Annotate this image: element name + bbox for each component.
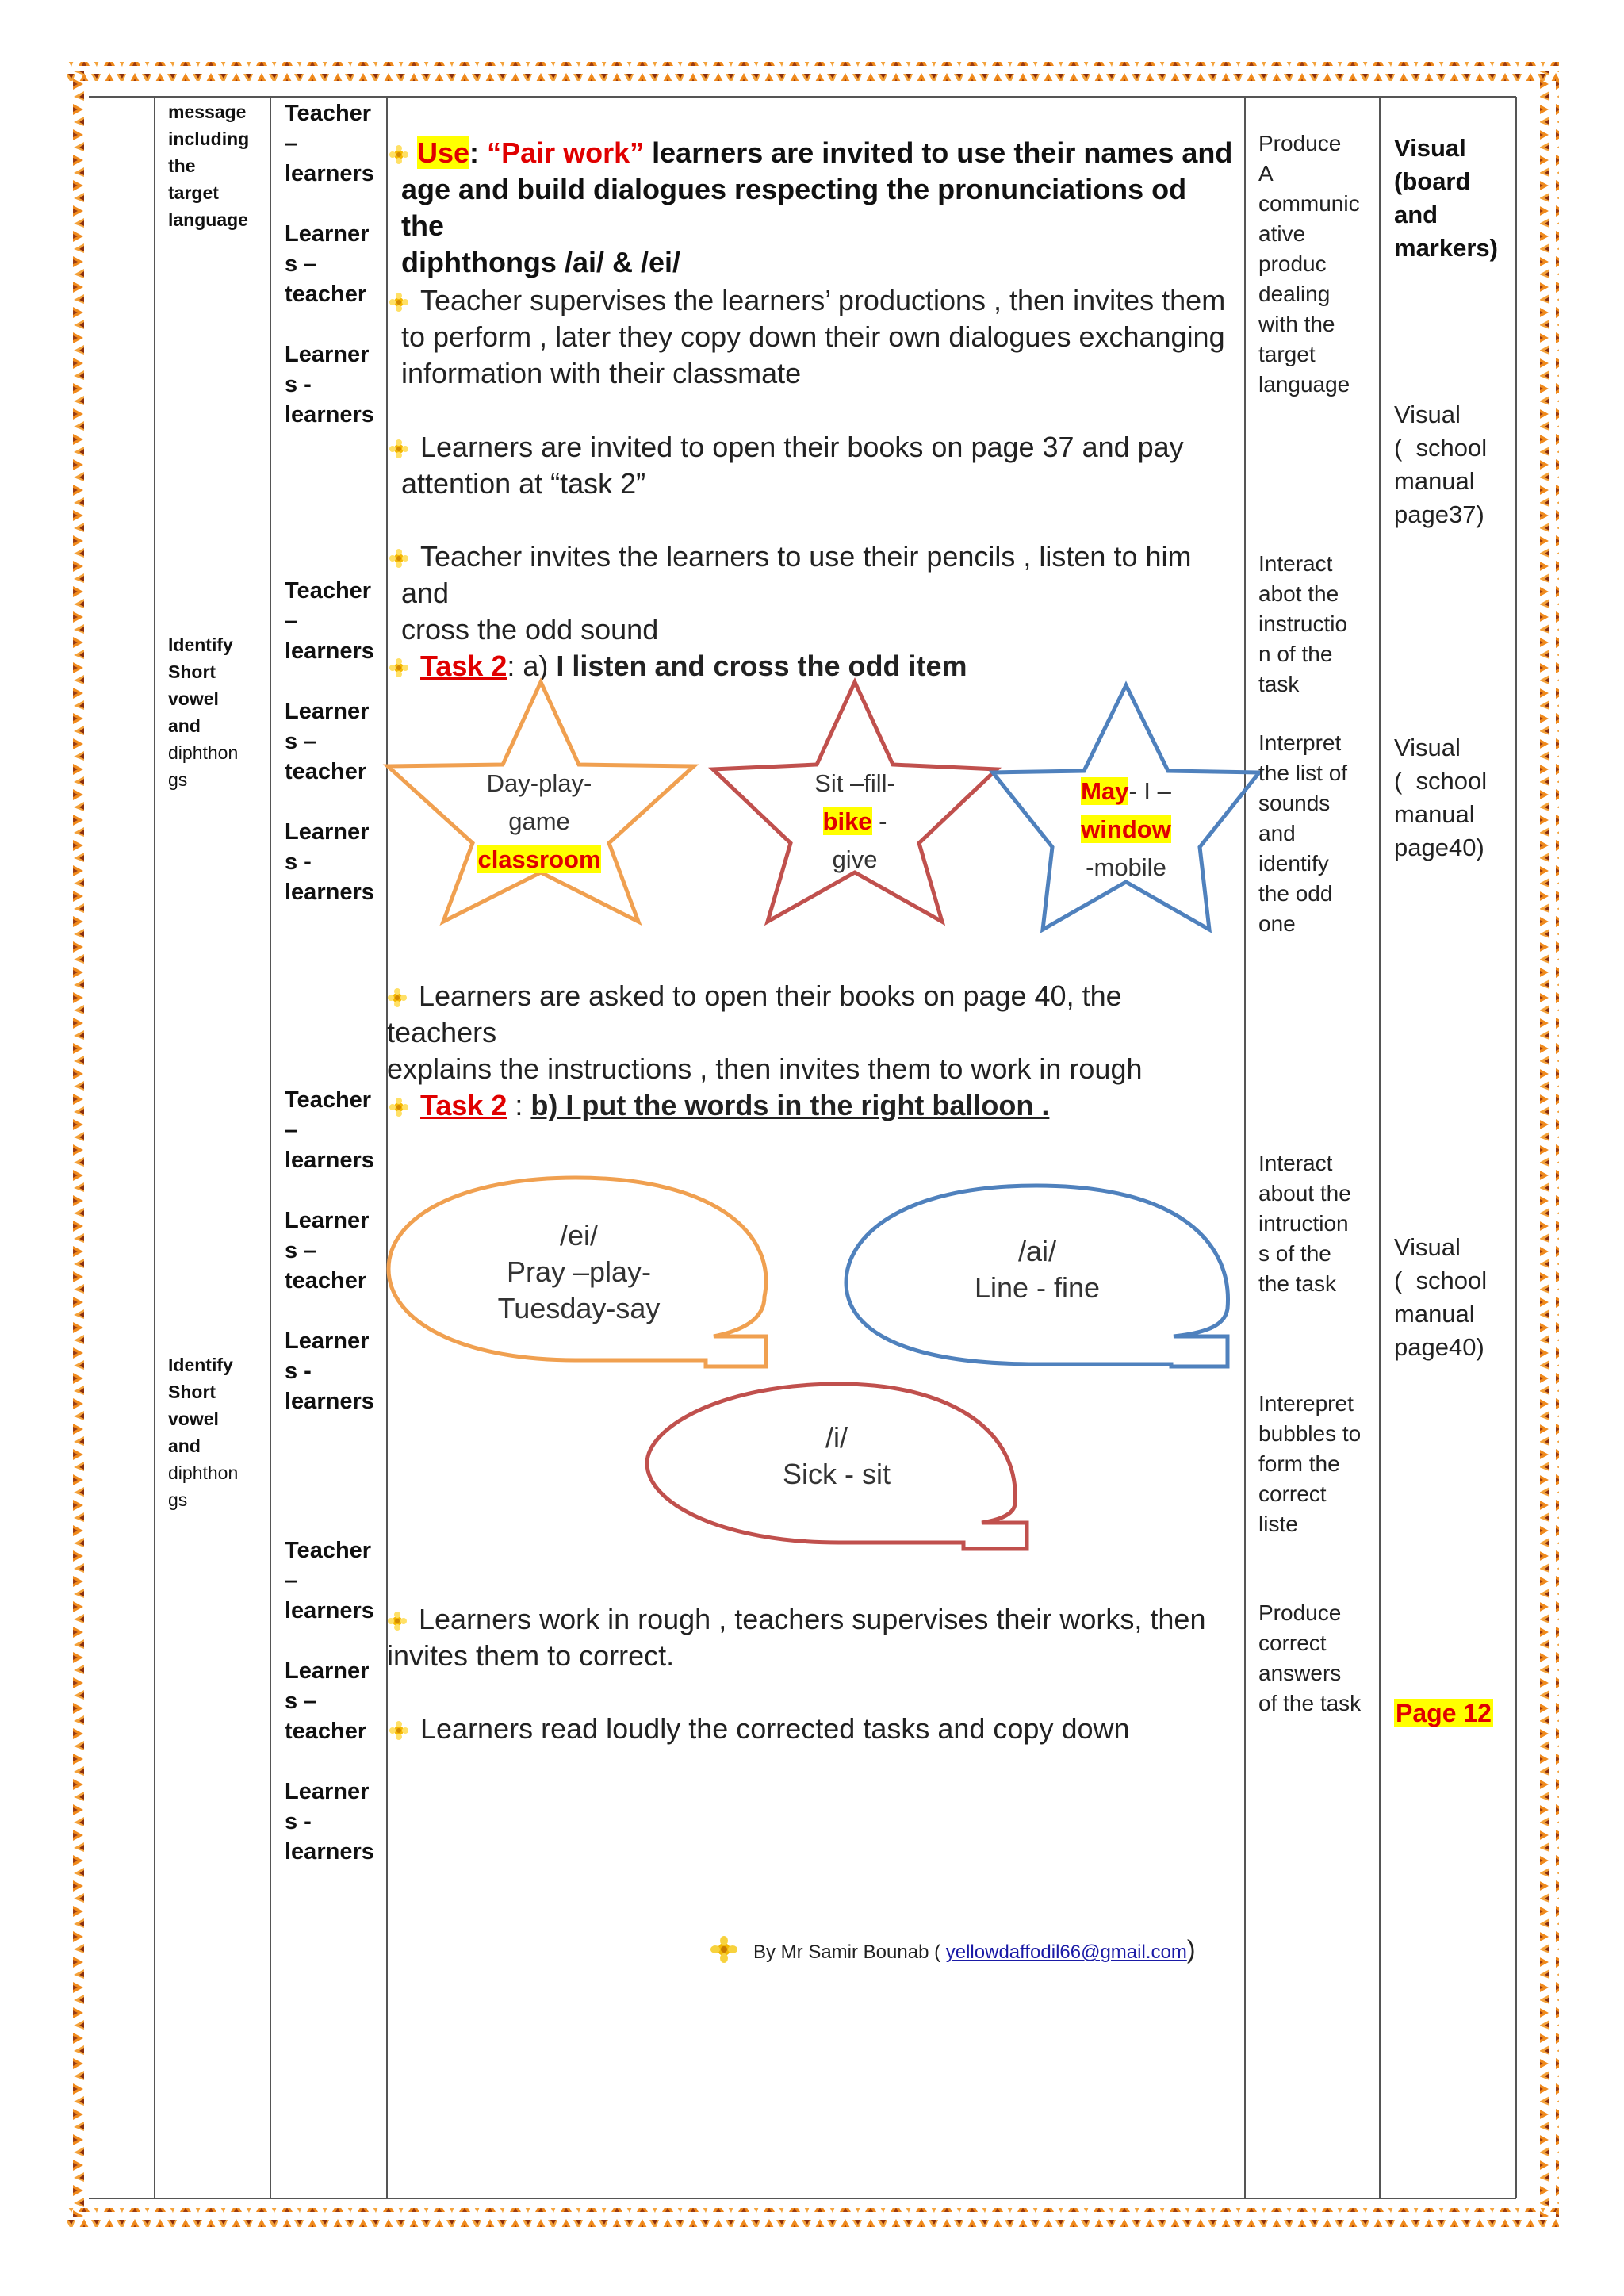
material-2 [1394,398,1487,531]
procedure-line: cross the odd sound [401,613,659,646]
outcome-text: answers [1258,1661,1342,1685]
interaction-text: s – [285,251,317,277]
objective-text: diphthon [168,1462,239,1483]
interaction-text: learners [285,880,374,905]
flower-bullet-icon [389,1097,409,1117]
interaction-text: learners [285,1839,374,1865]
procedure-step-3 [401,429,1234,502]
material-text: Visual [1394,1233,1461,1261]
objective-1 [168,98,249,233]
outcome-text: abot the [1258,581,1339,606]
use-label: Use [417,136,470,169]
procedure-step-2 [401,282,1234,392]
interaction-text: learners [285,402,374,427]
material-text: ( school [1394,1267,1488,1294]
outcome-text: about the [1258,1181,1351,1205]
interaction-text: learners [285,1598,374,1623]
star-word: - I – [1128,777,1171,805]
material-text: manual [1394,1300,1475,1328]
procedure-text: : [469,136,480,169]
interaction-text: s - [285,1359,312,1384]
procedure-text: Learners are invited to open their books on page 37 and pay [420,431,1184,463]
procedure-text: : [507,1089,531,1121]
outcome-text: dealing [1258,282,1331,306]
flower-bullet-icon [387,1611,408,1631]
star-word: Sit –fill- [814,769,895,797]
outcome-2 [1258,549,1347,700]
interaction-text: teacher [285,1719,367,1744]
task-label: Task 2 [420,650,508,682]
procedure-text: Learners read loudly the corrected tasks and copy down [420,1712,1130,1745]
procedure-step-9 [401,1711,1234,1747]
interaction-text: s - [285,849,312,875]
objective-text: message [168,102,247,122]
procedure-step-4 [401,539,1234,648]
outcome-text: correct [1258,1481,1327,1506]
objective-text: target [168,182,219,203]
pair-work-label: “Pair work” [487,136,645,169]
objective-text: gs [168,1489,188,1510]
outcome-text: task [1258,672,1300,696]
objective-text: gs [168,769,188,790]
procedure-line: invites them to correct. [387,1639,675,1672]
interaction-text: Teacher [285,1538,372,1563]
outcome-text: intruction [1258,1211,1349,1236]
outcome-5 [1258,1389,1361,1539]
flower-bullet-icon [389,1720,409,1741]
outcome-text: with the [1258,312,1335,336]
interaction-text: Teacher [285,101,372,126]
procedure-line [401,429,1234,466]
interaction-text: Learner [285,221,370,247]
objective-text: and [168,1435,201,1456]
objective-text: Identify [168,634,233,655]
interaction-group [285,98,374,430]
interaction-text: Learner [285,1328,370,1354]
procedure-text: : a) [507,650,557,682]
procedure-step-8 [387,1601,1235,1674]
interaction-text: teacher [285,759,367,784]
task-label: Task 2 [420,1089,508,1121]
outcome-text: instructio [1258,611,1348,636]
balloon-ei-text [460,1217,698,1327]
procedure-text: Learners work in rough , teachers supervises their works, then [419,1603,1206,1635]
balloon-sound: /ei/ [559,1219,599,1251]
odd-word-highlight: classroom [477,845,601,873]
outcome-text: language [1258,372,1350,397]
star-word: Day-play- [486,769,592,797]
daffodil-icon [710,1936,737,1963]
outcome-6 [1258,1598,1361,1719]
interaction-text: – [285,608,298,634]
objective-text: Short [168,661,216,682]
material-text: page40) [1394,834,1484,861]
balloon-words: Line - fine [974,1271,1101,1304]
objective-text: vowel [168,1409,219,1429]
interaction-text: s – [285,1688,317,1714]
outcome-text: correct [1258,1631,1327,1655]
material-text: Visual [1394,401,1461,428]
outcome-text: one [1258,911,1296,936]
outcome-text: Produce [1258,131,1342,155]
objective-text: including [168,128,250,149]
interaction-text: Learner [285,342,370,367]
procedure-line [401,282,1234,319]
procedure-line: explains the instructions , then invites them to work in rough [387,1052,1143,1085]
outcome-text: form the [1258,1451,1340,1476]
odd-word-highlight: window [1081,815,1171,843]
procedure-text: Teacher invites the learners to use their pencils , listen to him and [401,540,1192,609]
outcome-text: A [1258,161,1274,186]
interaction-text: Teacher [285,578,372,604]
interaction-text: Teacher [285,1087,372,1113]
procedure-text: Learners are asked to open their books on page 40, the teachers [387,979,1122,1048]
interaction-group [285,1535,374,1867]
outcome-text: sounds [1258,791,1331,815]
outcome-text: Interact [1258,551,1333,576]
objective-text: diphthon [168,742,239,763]
star-word: game [508,807,570,835]
interaction-text: Learner [285,699,370,724]
odd-word-highlight: May [1081,777,1129,805]
flower-bullet-icon [389,548,409,569]
outcome-text: s of the [1258,1241,1331,1266]
material-text: ( school [1394,767,1488,795]
outcome-text: of the task [1258,1691,1362,1715]
balloon-i-text [718,1420,956,1493]
balloon-sound: /i/ [825,1421,848,1454]
objective-text: Short [168,1382,216,1402]
objective-text: Identify [168,1355,233,1375]
balloon-sound: /ai/ [1017,1235,1057,1267]
material-text: page37) [1394,500,1484,528]
outcome-text: n of the [1258,642,1333,666]
page-number-label: Page 12 [1396,1699,1492,1727]
procedure-line [401,1711,1234,1747]
procedure-step-7 [401,1087,1234,1124]
page-number [1394,1699,1493,1728]
author-email-link[interactable]: yellowdaffodil66@gmail.com [945,1941,1187,1963]
material-text: page40) [1394,1333,1484,1361]
interaction-text: s - [285,372,312,397]
outcome-text: Interepret [1258,1391,1354,1416]
procedure-line: information with their classmate [401,357,802,389]
interaction-text: Learner [285,1208,370,1233]
star-2-text [760,765,950,879]
material-text: manual [1394,467,1475,495]
interaction-text: teacher [285,282,367,307]
interaction-text: s – [285,1238,317,1263]
material-3 [1394,731,1487,864]
outcome-text: Produce [1258,1600,1342,1625]
star-3-text [1031,772,1221,887]
outcome-3 [1258,728,1347,939]
outcome-text: ative [1258,221,1306,246]
objective-3 [168,1351,238,1513]
interaction-text: – [285,131,298,156]
flower-bullet-icon [389,439,409,459]
material-text: manual [1394,800,1475,828]
outcome-text: the list of [1258,761,1348,785]
interaction-text: Learner [285,1658,370,1684]
procedure-text: Teacher supervises the learners’ productions , then invites them [420,284,1226,316]
star-1-text [444,765,634,879]
outcome-text: Interpret [1258,730,1342,755]
star-word: - [871,807,887,835]
balloon-words: Tuesday-say [497,1292,661,1324]
interaction-text: learners [285,161,374,186]
material-text: (board [1394,167,1471,195]
material-text: markers) [1394,234,1498,262]
procedure-line: diphthongs /ai/ & /ei/ [401,246,681,278]
objective-text: vowel [168,688,219,709]
interaction-group [285,576,374,907]
interaction-group [285,1085,374,1416]
author-footer [710,1935,1195,1964]
interaction-text: – [285,1568,298,1593]
procedure-line [401,539,1234,611]
interaction-text: learners [285,1389,374,1414]
procedure-line [401,135,1234,171]
task-instruction: b) I put the words in the right balloon . [530,1089,1050,1121]
interaction-text: learners [285,638,374,664]
outcome-1 [1258,128,1360,400]
material-text: and [1394,201,1438,228]
task-instruction: I listen and cross the odd item [556,650,967,682]
outcome-text: identify [1258,851,1329,876]
material-text: Visual [1394,734,1461,761]
interaction-text: – [285,1117,298,1143]
star-word: give [832,845,878,873]
outcome-text: Interact [1258,1151,1333,1175]
flower-bullet-icon [389,144,409,165]
objective-2 [168,631,238,793]
material-4 [1394,1231,1487,1364]
procedure-line [401,1087,1234,1124]
procedure-line [387,1601,1235,1638]
material-text: ( school [1394,434,1488,462]
flower-bullet-icon [387,987,408,1008]
outcome-text: liste [1258,1512,1298,1536]
material-1 [1394,132,1498,265]
outcome-text: target [1258,342,1316,366]
balloon-words: Sick - sit [782,1458,891,1490]
interaction-text: s - [285,1809,312,1834]
footer-text: ) [1186,1935,1196,1964]
outcome-4 [1258,1148,1351,1299]
procedure-line: to perform , later they copy down their own dialogues exchanging [401,320,1225,353]
material-text: Visual [1394,134,1466,162]
flower-bullet-icon [389,292,409,312]
procedure-step-1 [401,135,1234,281]
objective-text: the [168,155,196,176]
outcome-text: the task [1258,1271,1337,1296]
outcome-text: and [1258,821,1296,845]
outcome-text: communic [1258,191,1360,216]
outcome-text: bubbles to [1258,1421,1362,1446]
interaction-text: Learner [285,1779,370,1804]
interaction-text: teacher [285,1268,367,1294]
outcome-text: produc [1258,251,1327,276]
procedure-text: learners are invited to use their names and [644,136,1233,169]
procedure-line: attention at “task 2” [401,467,646,500]
outcome-text: the odd [1258,881,1333,906]
interaction-text: learners [285,1148,374,1173]
odd-word-highlight: bike [822,807,872,835]
interaction-text: Learner [285,819,370,845]
star-word: -mobile [1086,853,1166,881]
objective-text: and [168,715,201,736]
balloon-words: Pray –play- [506,1255,652,1288]
balloon-ai-text [918,1233,1156,1306]
procedure-line: age and build dialogues respecting the pronunciations od the [401,173,1187,242]
procedure-line [387,978,1235,1051]
interaction-text: s – [285,729,317,754]
objective-text: language [168,209,248,230]
procedure-step-6 [387,978,1235,1087]
author-name: By Mr Samir Bounab ( [753,1941,946,1963]
